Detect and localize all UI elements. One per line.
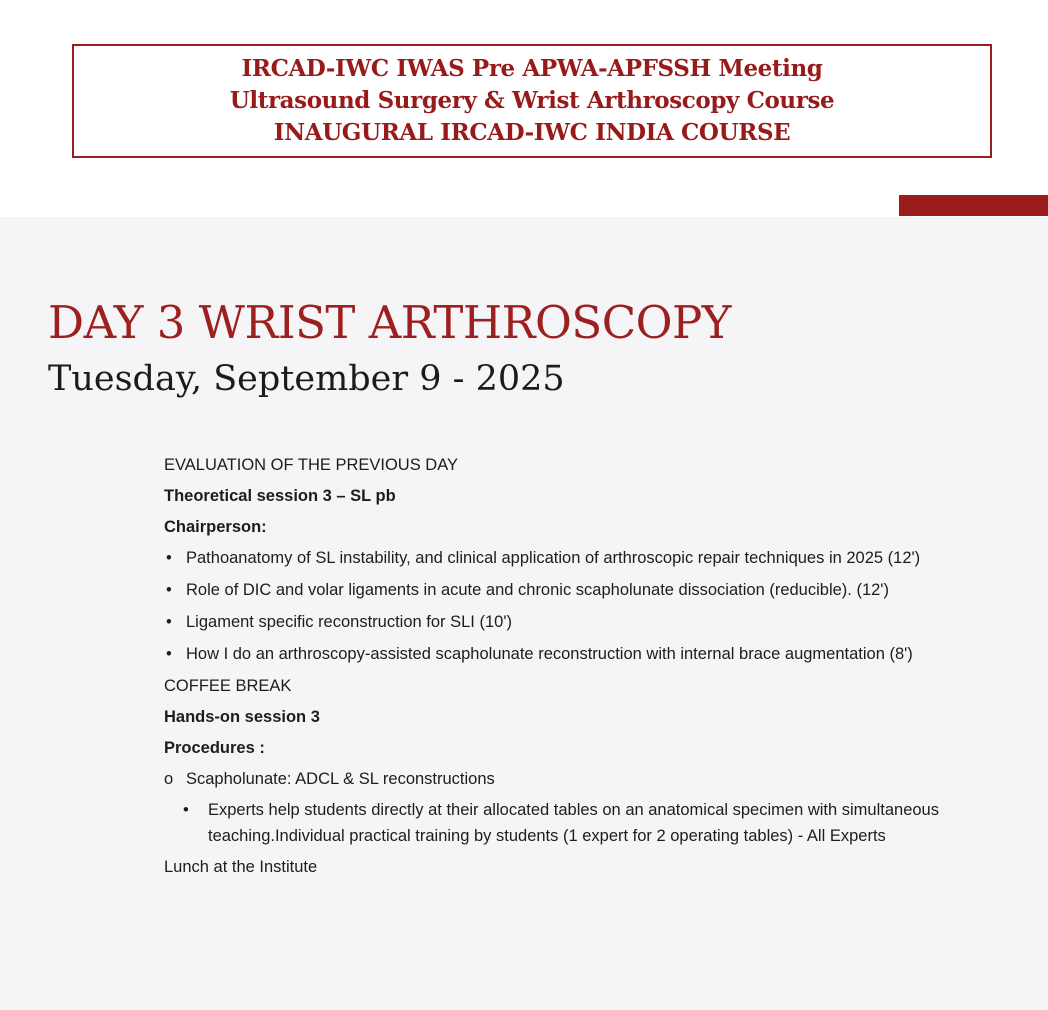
circle-bullet-icon: o <box>164 770 174 788</box>
procedure-text: Scapholunate: ADCL & SL reconstructions <box>186 770 495 788</box>
bullet-icon: • <box>166 581 172 599</box>
procedure-item <box>164 766 994 792</box>
accent-bar <box>899 195 1048 216</box>
talk-text: Ligament specific reconstruction for SLI (10') <box>186 613 512 631</box>
coffee-break: COFFEE BREAK <box>164 677 292 695</box>
chairperson-label: Chairperson: <box>164 518 267 536</box>
bullet-icon: • <box>166 645 172 663</box>
talk-text: Pathoanatomy of SL instability, and clinical application of arthroscopic repair techniques in 2025 (12') <box>186 549 921 567</box>
session-title: Theoretical session 3 – SL pb <box>164 487 396 505</box>
course-title-line-1: IRCAD-IWC IWAS Pre APWA-APFSSH Meeting <box>241 55 823 82</box>
talk-item <box>164 641 994 667</box>
bullet-icon: • <box>183 801 189 819</box>
hands-on-title: Hands-on session 3 <box>164 708 320 726</box>
bullet-icon: • <box>166 613 172 631</box>
lunch-item: Lunch at the Institute <box>164 858 318 876</box>
procedure-detail-text: Experts help students directly at their allocated tables on an anatomical specimen with simultaneous teaching.Individual practical training by students (1 expert for 2 operating tables) - All Experts <box>208 801 939 845</box>
day-date: Tuesday, September 9 - 2025 <box>48 359 565 399</box>
header-band <box>0 0 1048 217</box>
day-title: DAY 3 WRIST ARTHROSCOPY <box>48 296 732 349</box>
course-title-box <box>72 44 992 158</box>
agenda <box>164 452 994 885</box>
talk-item <box>164 577 994 603</box>
talk-text: Role of DIC and volar ligaments in acute and chronic scapholunate dissociation (reducible). (12') <box>186 581 889 599</box>
talk-item <box>164 545 994 571</box>
talk-text: How I do an arthroscopy-assisted scapholunate reconstruction with internal brace augmentation (8') <box>186 645 913 663</box>
bullet-icon: • <box>166 549 172 567</box>
course-title-line-2: Ultrasound Surgery & Wrist Arthroscopy Course <box>229 87 835 114</box>
procedures-label: Procedures : <box>164 739 265 757</box>
procedure-detail <box>164 797 994 849</box>
evaluation-item: EVALUATION OF THE PREVIOUS DAY <box>164 456 459 474</box>
talk-item <box>164 609 994 635</box>
course-title-line-3: INAUGURAL IRCAD-IWC INDIA COURSE <box>273 119 791 146</box>
